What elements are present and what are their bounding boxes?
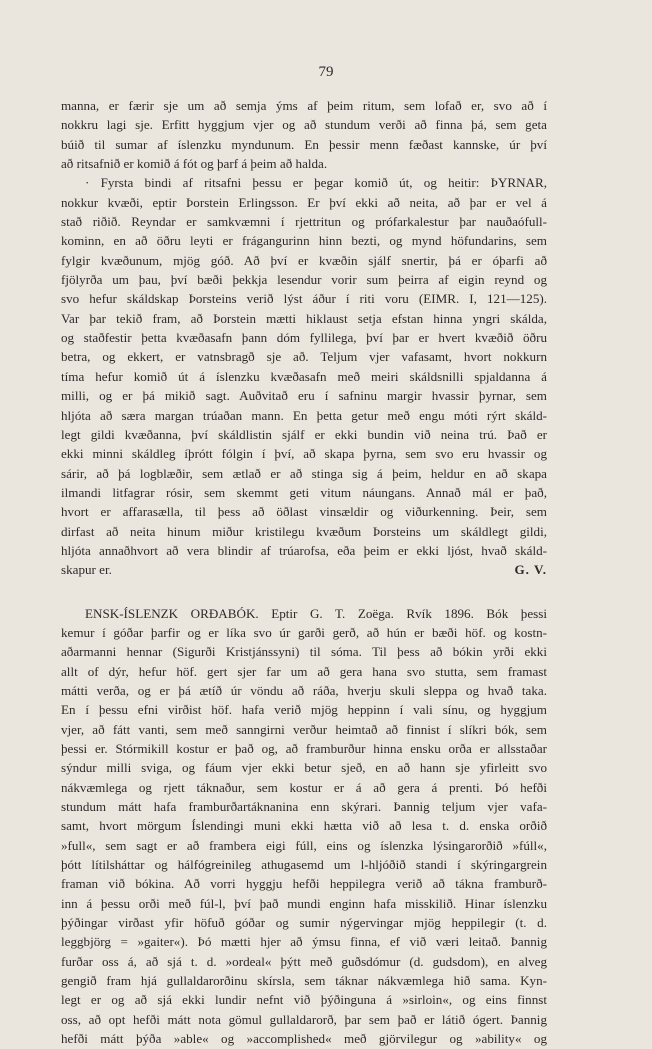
text-line: inn á þessu orði með fúl-l, því það mundi enginn hafa misskilið. Hinar íslenzku bbox=[61, 895, 547, 911]
text-line: ekki minni skáldleg íþrótt fólgin í því, að skapa þyrna, sem svo eru hvassir og bbox=[61, 446, 547, 462]
text-line: og staðfestir þetta kvæðasafn þann dóm fyllilega, því þar er hvert kvæðið öðru bbox=[61, 330, 547, 346]
text-line: legt gildi kvæðanna, því skáldlistin sjálf er ekki bundin við neina trú. Það er bbox=[61, 426, 547, 442]
author-signature: G. V. bbox=[514, 562, 547, 578]
text-line: kominn, en að öðru leyti er frágangurinn hinn bezti, og mynd höfundarins, sem bbox=[61, 233, 547, 249]
text-line: allt of dýr, hefur höf. gert sjer far um að gera hana svo stutta, sem framast bbox=[61, 663, 547, 679]
text-line: hvort er affarasælla, til þess að öðlast vinsældir og viðurkenning. Þeir, sem bbox=[61, 504, 547, 520]
text-line: furðar oss á, að sjá t. d. »ordeal« þýtt með guðsdómur (d. gudsdom), en alveg bbox=[61, 953, 547, 969]
text-line: legt er og að sjá ekki lundir nefnt við þýðinguna á »sirloin«, og eins finnst bbox=[61, 992, 547, 1008]
text-line: hefði mátt þýða »able« og »accomplished« með gjörvilegur og »ability« og bbox=[61, 1031, 547, 1047]
text-line: »full«, sem sagt er að frambera eigi fúll, eins og íslenzka lýsingarorðið »fúll«, bbox=[61, 837, 547, 853]
text-line: fylgir kvæðunum, mjög góð. Að því er kvæðin sjálf snertir, þá er óþarfi að bbox=[61, 252, 547, 268]
text-line: nákvæmlega og rjett táknaður, sem kostur er á að gera á prenti. Þó hefði bbox=[61, 779, 547, 795]
text-line: leggbjörg = »gaiter«). Þó mætti hjer að ýmsu finna, ef við væri leitað. Þannig bbox=[61, 934, 547, 950]
text-line: · Fyrsta bindi af ritsafni þessu er þegar komið út, og heitir: ÞYRNAR, bbox=[85, 175, 547, 191]
text-line: samt, hvort mörgum Íslendingi muni ekki hætta við að lesa t. d. enska orðið bbox=[61, 818, 547, 834]
text-line: svo hefur skáldskap Þorsteins verið lýst áður í riti voru (EIMR. I, 121—125). bbox=[61, 291, 547, 307]
text-line: hljóta annaðhvort að vera blindir af trúarofsa, eða þeim er ekki ljóst, hvað skáld- bbox=[61, 542, 547, 558]
text-line: milli, og er þá mikið sagt. Auðvitað eru í safninu margir hvassir þyrnar, sem bbox=[61, 388, 547, 404]
text-line: fjölyrða um þau, því bæði þekkja lesendur vorir sum þeirra af eigin reynd og bbox=[61, 272, 547, 288]
review-ensk-islenzk-ordabok bbox=[61, 604, 547, 1049]
text-line: betra, og ekkert, er vatnsbragð sje að. Teljum vjer vafasamt, hvort nokkurn bbox=[61, 349, 547, 365]
text-line: gengið fram hjá gullaldarorðinu skírsla, sem táknar nákvæmlega hið sama. Kyn- bbox=[61, 973, 547, 989]
page-number: 79 bbox=[318, 64, 334, 80]
text-line: að ritsafnið er komið á fót og þarf á þeim að halda. bbox=[61, 156, 328, 172]
text-line: En í þessu efni virðist höf. hafa verið mjög heppinn í vali sínu, og hyggjum bbox=[61, 702, 547, 718]
text-line: ENSK-ÍSLENZK ORÐABÓK. Eptir G. T. Zoëga. Rvík 1896. Bók þessi bbox=[85, 605, 547, 621]
text-line: þótt lítilsháttar og hálfógreinileg athugasemd um l-hljóðið standi í skýringargrein bbox=[61, 857, 547, 873]
text-line: framan við bókina. Að vorri hyggju hefði heppilegra verið að tákna framburð- bbox=[61, 876, 547, 892]
text-line: þessi er. Stórmikill kostur er það og, að framburður hinna ensku orða er allsstaðar bbox=[61, 741, 547, 756]
review-thyrnar-ending bbox=[61, 560, 547, 579]
text-line: kemur í góðar þarfir og er líka svo úr garði gerð, að hún er bæði höf. og kostn- bbox=[61, 624, 547, 640]
text-line: oss, að opt hefði mátt nota gömul gullaldarorð, þar sem það er látið ógert. Þannig bbox=[61, 1011, 547, 1027]
text-line: vjer, að fátt vanti, sem með sanngirni verður heimtað að finnist í slíkri bók, sem bbox=[61, 721, 547, 737]
text-line: ilmandi litfagrar rósir, sem skemmt geti vitum náungans. Annað mál er það, bbox=[61, 484, 547, 500]
text-line: sárir, að þá logblæðir, sem ætlað er að stinga sig á þeim, heldur en að skapa bbox=[61, 465, 547, 481]
text-line: manna, er færir sje um að semja ýms af þeim ritum, sem lofað er, svo að í bbox=[61, 98, 547, 113]
text-line: stundum mátt hafa framburðartáknanina enn skýrari. Þannig teljum vjer vafa- bbox=[61, 799, 547, 815]
text-line: sýndur milli sviga, og fáum vjer ekki betur sjeð, en að hann sje yfirleitt svo bbox=[61, 760, 547, 776]
text-line: stað riðið. Reyndar er samkvæmni í rjettritun og prófarkalestur þar nauðaófull- bbox=[61, 214, 547, 230]
text-line: aðarmanni hennar (Sigurði Kristjánssyni) til sóma. Til þess að bókin yrði ekki bbox=[61, 644, 547, 660]
text-line: nokkru lagi sje. Erfitt hyggjum vjer og að stundum verði að finna þá, sem geta bbox=[61, 117, 547, 133]
text-line: nokkur kvæði, eptir Þorstein Erlingsson. Er því ekki að neita, að þar er vel á bbox=[61, 194, 547, 210]
text-line: tíma hefur komið út á íslenzku kvæðasafn með meiri skáldsnilli spjaldanna á bbox=[61, 368, 547, 384]
text-line: Var þar tekið fram, að Þorstein mætti hiklaust setja efstan hinna yngri skálda, bbox=[61, 310, 547, 326]
text-line: búið til sumar af íslenzku myndunum. En þessir menn fæðast kannske, úr því bbox=[61, 136, 547, 152]
page-body bbox=[61, 96, 547, 1049]
review-thyrnar bbox=[61, 96, 547, 560]
text-line: þýðingar virðast yfir höfuð góðar og sumir nýgervingar mjög heppilegir (t. d. bbox=[61, 915, 547, 931]
section-gap bbox=[61, 580, 547, 604]
text-line: mátti verða, og er þá ætíð úr vöndu að ráða, hverju skuli sleppa og hvað taka. bbox=[61, 682, 547, 698]
text-line: dirfast að neita hinum miður kristilegu kvæðum Þorsteins um skáldlegt gildi, bbox=[61, 523, 547, 539]
review-last-line: skapur er. bbox=[61, 562, 112, 578]
text-line: hljóta að særa margan trúaðan mann. En þetta getur með engu móti rýrt skáld- bbox=[61, 407, 547, 423]
